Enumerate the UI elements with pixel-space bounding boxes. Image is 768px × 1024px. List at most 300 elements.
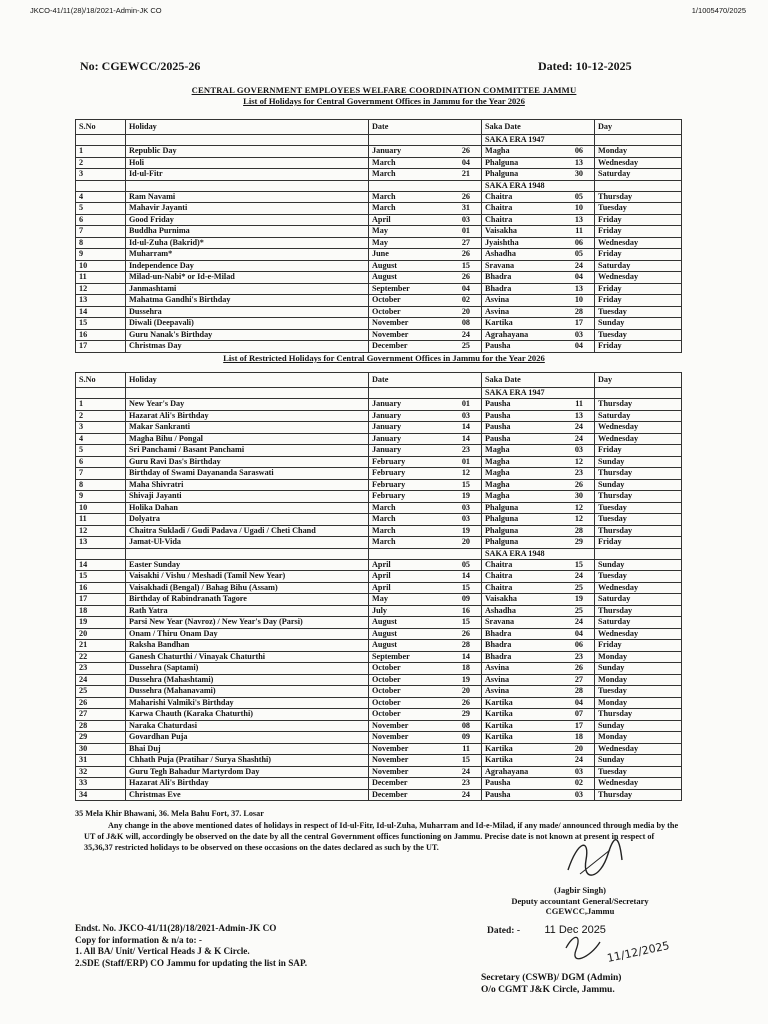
cell-date: [369, 755, 482, 767]
date-day: 01: [461, 226, 470, 236]
cell-day: Wednesday: [595, 628, 682, 640]
cell-holiday: Dolyatra: [126, 514, 369, 526]
table-row: [76, 433, 682, 445]
cell-sno: 18: [76, 605, 126, 617]
saka-month: Ashadha: [485, 249, 516, 259]
date-month: February: [372, 468, 406, 478]
date-day: 03: [461, 410, 470, 420]
cell-day: Friday: [595, 445, 682, 457]
saka-day: 05: [574, 249, 583, 259]
cell-saka-date: [482, 283, 595, 295]
table-row: [76, 502, 682, 514]
cell-sno: 16: [76, 582, 126, 594]
cell-sno: 4: [76, 191, 126, 203]
table-row: [76, 674, 682, 686]
cell-holiday: Rath Yatra: [126, 605, 369, 617]
saka-day: 23: [574, 651, 583, 661]
date-day: 15: [461, 260, 470, 270]
cell-sno: 8: [76, 237, 126, 249]
saka-month: Asvina: [485, 306, 510, 316]
cell-holiday: Republic Day: [126, 146, 369, 158]
cell-saka-date: [482, 605, 595, 617]
cell-saka-date: [482, 594, 595, 606]
date-month: January: [372, 422, 402, 432]
saka-day: 24: [574, 422, 583, 432]
saka-day: 03: [574, 766, 583, 776]
cell-sno: 1: [76, 399, 126, 411]
date-month: March: [372, 157, 396, 167]
cell-day: Tuesday: [595, 514, 682, 526]
cell-date: [369, 651, 482, 663]
table-row: [76, 249, 682, 261]
cell-holiday: Dussehra (Mahanavami): [126, 686, 369, 698]
table-row: [76, 594, 682, 606]
cell-day: Wednesday: [595, 157, 682, 169]
cell-holiday: Bhai Duj: [126, 743, 369, 755]
empty-cell: [126, 548, 369, 559]
cell-sno: 2: [76, 410, 126, 422]
saka-day: 24: [574, 617, 583, 627]
saka-month: Bhadra: [485, 283, 512, 293]
date-day: 23: [461, 778, 470, 788]
cell-saka-date: [482, 226, 595, 238]
endorsement-date-value: 11 Dec 2025: [544, 924, 606, 936]
cell-holiday: Holika Dahan: [126, 502, 369, 514]
date-day: 15: [461, 617, 470, 627]
cell-holiday: Govardhan Puja: [126, 732, 369, 744]
cell-saka-date: [482, 169, 595, 181]
cell-date: [369, 559, 482, 571]
cell-day: Monday: [595, 732, 682, 744]
empty-cell: [369, 180, 482, 191]
saka-day: 19: [574, 594, 583, 604]
saka-month: Chaitra: [485, 571, 513, 581]
cell-day: Sunday: [595, 318, 682, 330]
cell-saka-date: [482, 502, 595, 514]
cell-day: Wednesday: [595, 422, 682, 434]
saka-day: 12: [574, 456, 583, 466]
cell-saka-date: [482, 410, 595, 422]
cell-holiday: Muharram*: [126, 249, 369, 261]
date-month: April: [372, 582, 391, 592]
saka-day: 13: [574, 410, 583, 420]
date-month: January: [372, 445, 402, 455]
date-day: 20: [461, 306, 470, 316]
table-row: [76, 525, 682, 537]
cell-holiday: Maha Shivratri: [126, 479, 369, 491]
table-row: [76, 479, 682, 491]
saka-month: Bhadra: [485, 651, 512, 661]
letter-date: Dated: 10-12-2025: [538, 59, 632, 73]
date-day: 29: [461, 709, 470, 719]
cell-saka-date: [482, 778, 595, 790]
cell-holiday: Onam / Thiru Onam Day: [126, 628, 369, 640]
table-row: [76, 537, 682, 549]
saka-day: 27: [574, 674, 583, 684]
cell-sno: 7: [76, 226, 126, 238]
saka-month: Pausha: [485, 399, 511, 409]
date-day: 20: [461, 537, 470, 547]
saka-era-label: SAKA ERA 1948: [482, 548, 595, 559]
saka-era-row: [76, 180, 682, 191]
date-month: October: [372, 663, 401, 673]
date-month: July: [372, 605, 388, 615]
cell-date: [369, 617, 482, 629]
date-month: March: [372, 525, 396, 535]
cell-date: [369, 571, 482, 583]
date-month: April: [372, 214, 391, 224]
saka-month: Asvina: [485, 686, 510, 696]
table-row: [76, 237, 682, 249]
saka-month: Magha: [485, 456, 510, 466]
saka-day: 11: [575, 399, 583, 409]
saka-month: Vaisakha: [485, 226, 518, 236]
empty-cell: [595, 180, 682, 191]
cell-saka-date: [482, 341, 595, 353]
cell-date: [369, 237, 482, 249]
cell-day: Sunday: [595, 720, 682, 732]
additional-holidays-footnote: 35 Mela Khir Bhawani, 36. Mela Bahu Fort, 37. Losar: [75, 809, 264, 818]
date-day: 01: [461, 456, 470, 466]
cell-sno: 32: [76, 766, 126, 778]
table-row: [76, 445, 682, 457]
cell-sno: 1: [76, 146, 126, 158]
date-month: March: [372, 203, 396, 213]
saka-month: Phalguna: [485, 537, 519, 547]
cell-day: Friday: [595, 295, 682, 307]
cell-holiday: New Year's Day: [126, 399, 369, 411]
saka-month: Sravana: [485, 617, 515, 627]
date-day: 08: [461, 318, 470, 328]
saka-month: Chaitra: [485, 582, 513, 592]
date-day: 23: [461, 445, 470, 455]
date-day: 04: [461, 283, 470, 293]
cell-holiday: Id-ul-Fitr: [126, 169, 369, 181]
cell-day: Sunday: [595, 663, 682, 675]
cell-day: Tuesday: [595, 306, 682, 318]
cell-saka-date: [482, 651, 595, 663]
saka-day: 20: [574, 743, 583, 753]
cell-date: [369, 605, 482, 617]
cell-day: Wednesday: [595, 237, 682, 249]
saka-month: Kartika: [485, 318, 513, 328]
date-day: 05: [461, 559, 470, 569]
date-month: August: [372, 640, 398, 650]
cell-saka-date: [482, 456, 595, 468]
cell-holiday: Diwali (Deepavali): [126, 318, 369, 330]
cell-saka-date: [482, 445, 595, 457]
header-holiday: Holiday: [126, 120, 369, 135]
cell-sno: 24: [76, 674, 126, 686]
cell-date: [369, 318, 482, 330]
cell-sno: 12: [76, 525, 126, 537]
table-row: [76, 214, 682, 226]
cell-sno: 21: [76, 640, 126, 652]
date-day: 24: [461, 789, 470, 799]
table-row: [76, 514, 682, 526]
table-row: [76, 272, 682, 284]
table-row: [76, 226, 682, 238]
cell-holiday: Birthday of Swami Dayananda Saraswati: [126, 468, 369, 480]
cell-day: Sunday: [595, 559, 682, 571]
cell-saka-date: [482, 214, 595, 226]
saka-day: 03: [574, 329, 583, 339]
date-day: 26: [461, 697, 470, 707]
table-row: [76, 146, 682, 158]
saka-day: 13: [574, 157, 583, 167]
cell-holiday: Shivaji Jayanti: [126, 491, 369, 503]
saka-month: Pausha: [485, 410, 511, 420]
cell-date: [369, 226, 482, 238]
saka-day: 10: [574, 295, 583, 305]
cell-day: Tuesday: [595, 502, 682, 514]
empty-cell: [76, 548, 126, 559]
cell-date: [369, 709, 482, 721]
signature-date-text: 11/12/2025: [605, 939, 671, 965]
saka-day: 04: [574, 628, 583, 638]
cell-date: [369, 766, 482, 778]
date-day: 11: [462, 743, 470, 753]
header-saka-date: Saka Date: [482, 373, 595, 388]
cell-holiday: Id-ul-Zuha (Bakrid)*: [126, 237, 369, 249]
cell-day: Friday: [595, 249, 682, 261]
cell-sno: 30: [76, 743, 126, 755]
cell-sno: 14: [76, 559, 126, 571]
signatory-office: CGEWCC,Jammu: [545, 906, 615, 916]
cell-holiday: Magha Bihu / Pongal: [126, 433, 369, 445]
cell-saka-date: [482, 237, 595, 249]
empty-cell: [595, 548, 682, 559]
empty-cell: [76, 388, 126, 399]
copy-to-item-2: 2.SDE (Staff/ERP) CO Jammu for updating the list in SAP.: [75, 957, 308, 968]
table-row: [76, 191, 682, 203]
cell-saka-date: [482, 640, 595, 652]
cell-saka-date: [482, 433, 595, 445]
cell-day: Thursday: [595, 191, 682, 203]
saka-month: Pausha: [485, 422, 511, 432]
cell-sno: 22: [76, 651, 126, 663]
cell-holiday: Dussehra: [126, 306, 369, 318]
saka-month: Chaitra: [485, 214, 513, 224]
cell-date: [369, 433, 482, 445]
cell-date: [369, 674, 482, 686]
cell-date: [369, 479, 482, 491]
date-month: January: [372, 399, 402, 409]
saka-day: 25: [574, 605, 583, 615]
header-date: Date: [369, 373, 482, 388]
saka-day: 28: [574, 306, 583, 316]
cell-holiday: Chhath Puja (Pratihar / Surya Shashthi): [126, 755, 369, 767]
saka-day: 30: [574, 491, 583, 501]
date-day: 31: [461, 203, 470, 213]
cell-date: [369, 295, 482, 307]
saka-day: 26: [574, 479, 583, 489]
cell-holiday: Holi: [126, 157, 369, 169]
table-row: [76, 399, 682, 411]
cell-sno: 8: [76, 479, 126, 491]
cell-day: Tuesday: [595, 329, 682, 341]
table-row: [76, 605, 682, 617]
header-sno: S.No: [76, 120, 126, 135]
cell-saka-date: [482, 755, 595, 767]
cell-date: [369, 514, 482, 526]
cell-holiday: Guru Nanak's Birthday: [126, 329, 369, 341]
date-month: March: [372, 502, 396, 512]
cell-date: [369, 537, 482, 549]
date-day: 12: [461, 468, 470, 478]
saka-month: Agrahayana: [485, 329, 529, 339]
cell-sno: 13: [76, 537, 126, 549]
cell-day: Saturday: [595, 169, 682, 181]
cell-date: [369, 283, 482, 295]
date-month: November: [372, 743, 409, 753]
cell-day: Friday: [595, 283, 682, 295]
cell-sno: 15: [76, 318, 126, 330]
date-month: February: [372, 479, 406, 489]
cell-saka-date: [482, 422, 595, 434]
table-row: [76, 260, 682, 272]
cell-day: Wednesday: [595, 272, 682, 284]
cell-date: [369, 146, 482, 158]
cell-holiday: Guru Ravi Das's Birthday: [126, 456, 369, 468]
date-month: August: [372, 628, 398, 638]
cell-saka-date: [482, 743, 595, 755]
cell-date: [369, 157, 482, 169]
table-row: [76, 617, 682, 629]
date-month: January: [372, 433, 402, 443]
cell-saka-date: [482, 203, 595, 215]
cell-saka-date: [482, 318, 595, 330]
date-month: April: [372, 571, 391, 581]
date-month: February: [372, 491, 406, 501]
date-day: 15: [461, 582, 470, 592]
date-day: 02: [461, 295, 470, 305]
date-month: March: [372, 514, 396, 524]
cell-sno: 11: [76, 514, 126, 526]
cell-sno: 17: [76, 341, 126, 353]
saka-day: 24: [574, 433, 583, 443]
cell-holiday: Independence Day: [126, 260, 369, 272]
cell-sno: 34: [76, 789, 126, 801]
cell-holiday: Guru Tegh Bahadur Martyrdom Day: [126, 766, 369, 778]
cell-saka-date: [482, 191, 595, 203]
cell-date: [369, 214, 482, 226]
saka-month: Pausha: [485, 433, 511, 443]
empty-cell: [76, 135, 126, 146]
saka-month: Kartika: [485, 720, 513, 730]
date-day: 26: [461, 191, 470, 201]
cell-holiday: Raksha Bandhan: [126, 640, 369, 652]
date-day: 14: [461, 651, 470, 661]
cell-day: Friday: [595, 537, 682, 549]
date-month: October: [372, 674, 401, 684]
cell-saka-date: [482, 674, 595, 686]
saka-month: Kartika: [485, 697, 513, 707]
cell-sno: 33: [76, 778, 126, 790]
cell-sno: 2: [76, 157, 126, 169]
endorsement-date-label: Dated: -: [487, 926, 520, 936]
cell-sno: 20: [76, 628, 126, 640]
cell-saka-date: [482, 525, 595, 537]
note-paragraph: Any change in the above mentioned dates of holidays in respect of Id-ul-Fitr, Id-ul-Zuha, Muharram and Id-e-Milad, if any made/ announced through media by the UT of J&K will, accordingly be observed on the date by all the central Government offices functioning on Jammu. Precise date is not known at present in respect of 35,36,37 restricted holidays to be observed on these occasions on the dates declared as such by the UT.: [84, 821, 679, 852]
date-month: November: [372, 755, 409, 765]
date-day: 03: [461, 214, 470, 224]
saka-month: Chaitra: [485, 203, 513, 213]
cell-saka-date: [482, 571, 595, 583]
saka-month: Magha: [485, 491, 510, 501]
secretary-designation: Secretary (CSWB)/ DGM (Admin): [481, 973, 622, 983]
date-month: November: [372, 732, 409, 742]
date-day: 09: [461, 732, 470, 742]
cell-sno: 9: [76, 249, 126, 261]
cell-day: Thursday: [595, 789, 682, 801]
cell-day: Monday: [595, 651, 682, 663]
cell-date: [369, 732, 482, 744]
cell-saka-date: [482, 329, 595, 341]
table-row: [76, 651, 682, 663]
cell-holiday: Karwa Chauth (Karaka Chaturthi): [126, 709, 369, 721]
cell-day: Saturday: [595, 410, 682, 422]
date-day: 24: [461, 766, 470, 776]
table-row: [76, 559, 682, 571]
cell-saka-date: [482, 157, 595, 169]
cell-saka-date: [482, 628, 595, 640]
cell-saka-date: [482, 720, 595, 732]
cell-holiday: Janmashtami: [126, 283, 369, 295]
cell-holiday: Maharishi Valmiki's Birthday: [126, 697, 369, 709]
table-row: [76, 203, 682, 215]
cell-holiday: Christmas Eve: [126, 789, 369, 801]
table-row: [76, 318, 682, 330]
table-row: [76, 410, 682, 422]
copy-to-item-1: 1. All BA/ Unit/ Vertical Heads J & K Circle.: [75, 946, 250, 956]
cell-date: [369, 628, 482, 640]
cell-day: Tuesday: [595, 766, 682, 778]
saka-month: Pausha: [485, 789, 511, 799]
saka-day: 17: [574, 720, 583, 730]
date-month: October: [372, 697, 401, 707]
date-month: March: [372, 169, 396, 179]
header-day: Day: [595, 120, 682, 135]
cell-saka-date: [482, 697, 595, 709]
cell-day: Monday: [595, 146, 682, 158]
date-day: 15: [461, 755, 470, 765]
cell-day: Friday: [595, 226, 682, 238]
cell-saka-date: [482, 582, 595, 594]
cell-day: Saturday: [595, 594, 682, 606]
date-day: 14: [461, 422, 470, 432]
gazetted-holidays-table: [75, 119, 682, 353]
signatory-block: [480, 885, 680, 917]
date-day: 26: [461, 272, 470, 282]
table-row: [76, 422, 682, 434]
cell-date: [369, 663, 482, 675]
empty-cell: [369, 135, 482, 146]
cell-sno: 5: [76, 445, 126, 457]
cell-day: Wednesday: [595, 582, 682, 594]
cell-date: [369, 582, 482, 594]
table-row: [76, 743, 682, 755]
saka-era-row: [76, 548, 682, 559]
cell-sno: 19: [76, 617, 126, 629]
date-month: June: [372, 249, 389, 259]
saka-month: Kartika: [485, 755, 513, 765]
table-row: [76, 720, 682, 732]
cell-day: Sunday: [595, 479, 682, 491]
cell-day: Tuesday: [595, 203, 682, 215]
date-month: January: [372, 410, 402, 420]
date-month: January: [372, 146, 402, 156]
